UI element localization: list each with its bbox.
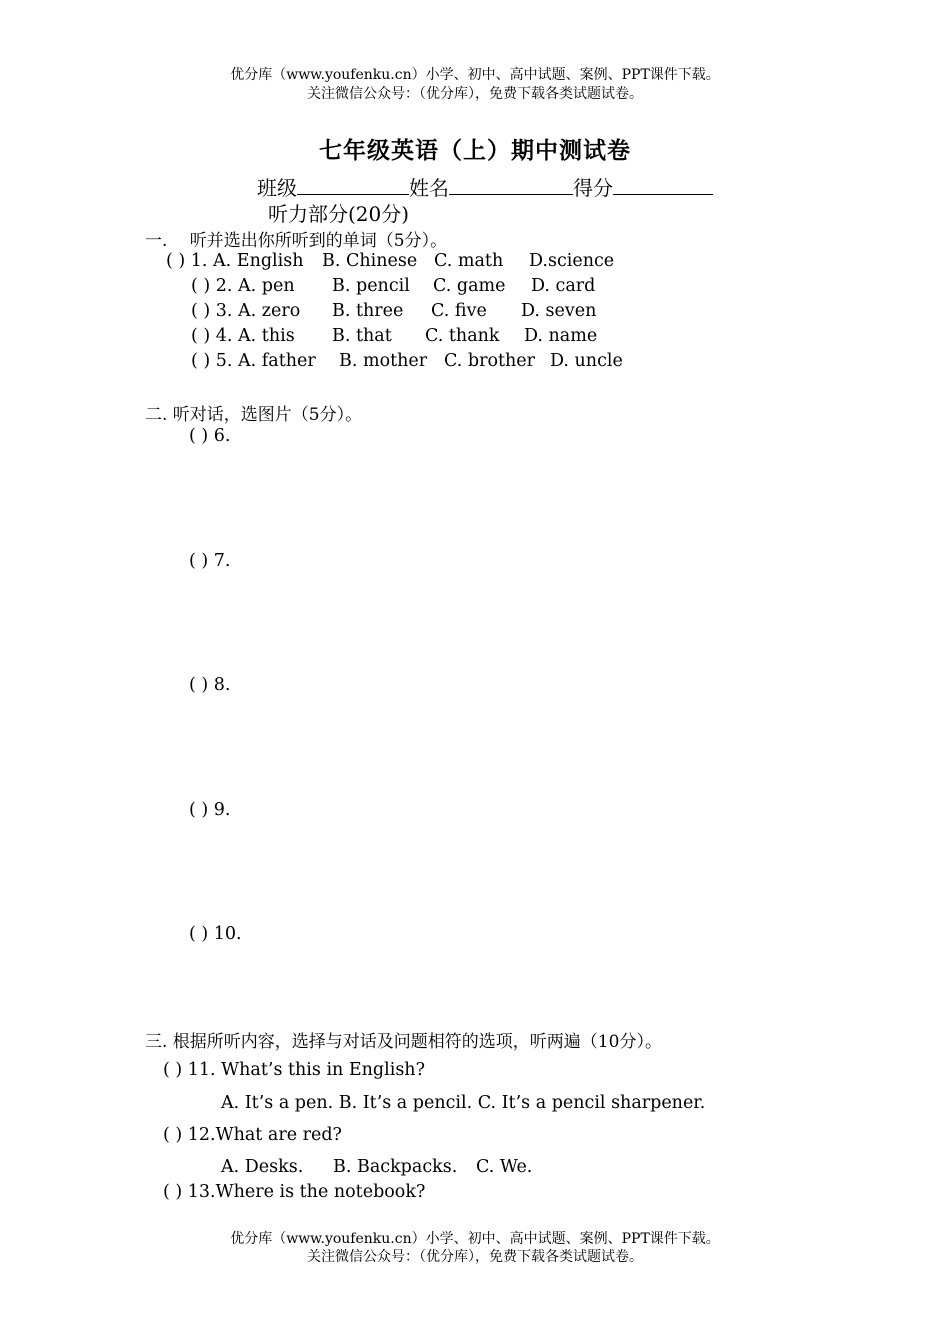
question-11: ( ) 11. What’s this in English? [163, 1060, 425, 1080]
q2-option-d: D. card [531, 276, 596, 296]
name-blank[interactable] [449, 176, 573, 195]
footer-line-2: 关注微信公众号：（优分库），免费下载各类试题试卷。 [307, 1249, 643, 1265]
q12-option-c: C. We. [476, 1157, 533, 1177]
listening-title: 听力部分(20分) [268, 202, 410, 226]
question-10: ( ) 10. [189, 924, 242, 944]
q4-option-d: D. name [524, 326, 598, 346]
question-12: ( ) 12.What are red? [163, 1125, 342, 1145]
footer-line-1: 优分库（www.youfenku.cn）小学、初中、高中试题、案例、PPT课件下载。 [230, 1231, 720, 1247]
section-2-heading: 二. 听对话，选图片（5分）。 [145, 405, 363, 425]
q3-option-d: D. seven [521, 301, 597, 321]
q1-option-d: D.science [529, 251, 615, 271]
question-11-options: A. It’s a pen. B. It’s a pencil. C. It’s a pencil sharpener. [221, 1093, 706, 1113]
q5-option-a: ( ) 5. A. father [191, 351, 316, 371]
q4-option-c: C. thank [425, 326, 500, 346]
question-6: ( ) 6. [189, 426, 231, 446]
q1-option-b: B. Chinese [322, 251, 418, 271]
student-info-line [257, 172, 713, 201]
q12-option-a: A. Desks. [221, 1157, 304, 1177]
q3-option-a: ( ) 3. A. zero [191, 301, 301, 321]
q12-option-b: B. Backpacks. [333, 1157, 458, 1177]
q4-option-b: B. that [332, 326, 392, 346]
q1-option-a: ( ) 1. A. English [166, 251, 304, 271]
q1-option-c: C. math [434, 251, 504, 271]
q2-option-c: C. game [433, 276, 506, 296]
name-label: 姓名 [409, 176, 449, 200]
q5-option-c: C. brother [444, 351, 536, 371]
section-1-heading: 一. 听并选出你所听到的单词（5分）。 [145, 231, 448, 251]
question-7: ( ) 7. [189, 551, 231, 571]
q2-option-b: B. pencil [332, 276, 410, 296]
score-label: 得分 [573, 176, 613, 200]
page-title: 七年级英语（上）期中测试卷 [319, 137, 631, 164]
question-8: ( ) 8. [189, 675, 231, 695]
header-line-1: 优分库（www.youfenku.cn）小学、初中、高中试题、案例、PPT课件下载。 [230, 67, 720, 83]
class-label: 班级 [257, 176, 297, 200]
class-blank[interactable] [297, 176, 409, 195]
q3-option-b: B. three [332, 301, 404, 321]
q2-option-a: ( ) 2. A. pen [191, 276, 295, 296]
q4-option-a: ( ) 4. A. this [191, 326, 295, 346]
q3-option-c: C. five [431, 301, 487, 321]
section-3-heading: 三. 根据所听内容，选择与对话及问题相符的选项，听两遍（10分）。 [145, 1032, 662, 1052]
question-9: ( ) 9. [189, 800, 231, 820]
score-blank[interactable] [613, 176, 713, 195]
q5-option-b: B. mother [339, 351, 428, 371]
q5-option-d: D. uncle [550, 351, 623, 371]
question-13: ( ) 13.Where is the notebook? [163, 1182, 426, 1202]
header-line-2: 关注微信公众号：（优分库），免费下载各类试题试卷。 [307, 86, 643, 102]
